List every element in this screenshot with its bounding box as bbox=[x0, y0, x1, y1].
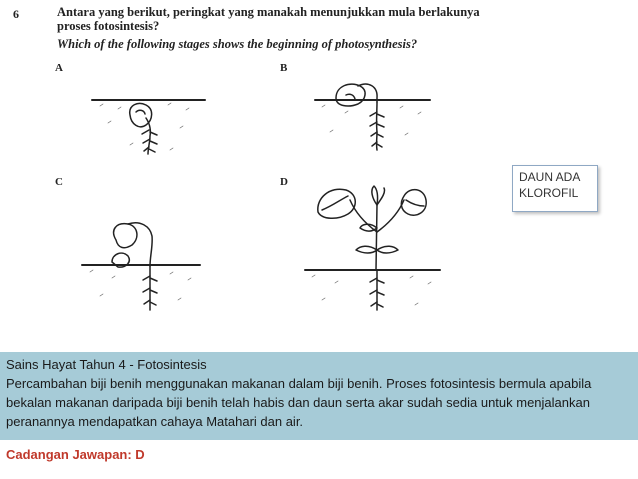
seedling-c-drawing bbox=[82, 223, 200, 310]
option-label-c: C bbox=[55, 176, 63, 188]
option-label-d: D bbox=[280, 176, 288, 188]
option-label-a: A bbox=[55, 62, 63, 74]
question-text-malay-line2: proses fotosintesis? bbox=[57, 19, 160, 33]
question-text-english: Which of the following stages shows the beginning of photosynthesis? bbox=[57, 37, 418, 51]
callout-leaf-chlorophyll bbox=[512, 165, 598, 212]
info-panel-body: Percambahan biji benih menggunakan makanan dalam biji benih. Proses fotosintesis bermula apabila bekalan makanan daripada biji benih telah habis dan daun serta akar sudah sedia untuk menjalankan peranannya mendapatkan cahaya Matahari dan air. bbox=[6, 376, 592, 429]
question-number: 6 bbox=[13, 7, 19, 21]
option-label-b: B bbox=[280, 62, 288, 74]
callout-line2: KLOROFIL bbox=[519, 186, 579, 200]
question-text-malay-line1: Antara yang berikut, peringkat yang manakah menunjukkan mula berlakunya bbox=[57, 5, 480, 19]
callout-line1: DAUN ADA bbox=[519, 170, 581, 184]
info-panel bbox=[0, 352, 638, 440]
seedling-d-drawing bbox=[305, 186, 440, 310]
seedling-b-drawing bbox=[315, 84, 430, 150]
suggested-answer: Cadangan Jawapan: D bbox=[6, 447, 145, 462]
seedling-a-drawing bbox=[92, 100, 205, 154]
info-panel-title: Sains Hayat Tahun 4 - Fotosintesis bbox=[6, 357, 207, 372]
